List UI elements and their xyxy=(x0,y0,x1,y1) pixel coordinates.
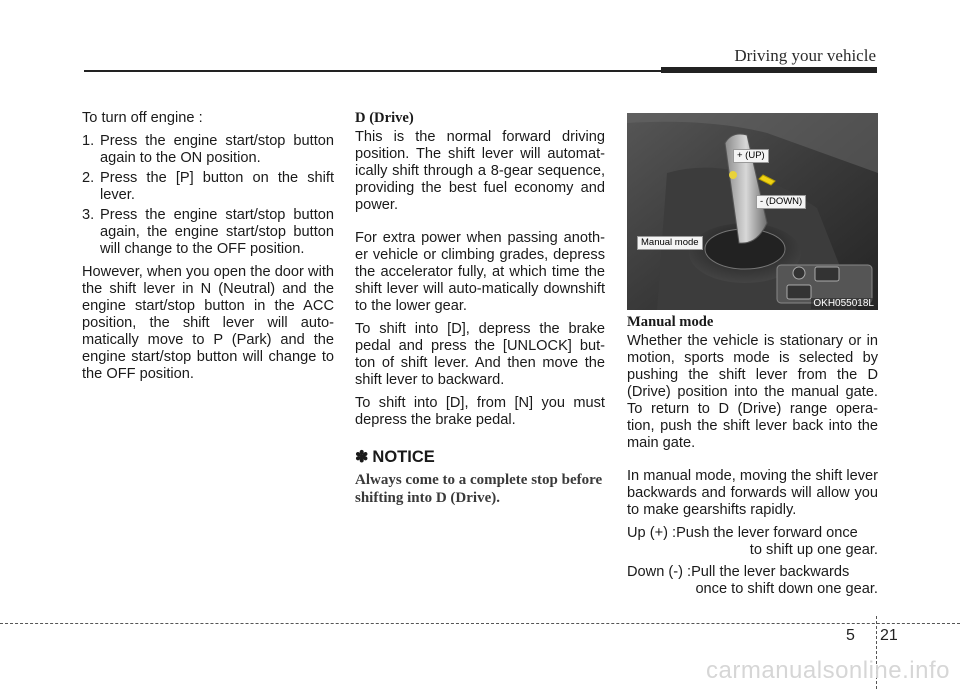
step-number: 3. xyxy=(82,207,95,223)
up-definition xyxy=(627,525,878,559)
section-title: Driving your vehicle xyxy=(734,46,876,65)
notice-text: Always come to a complete stop before shifting into D (Drive). xyxy=(355,472,603,506)
paragraph: For extra power when passing anoth-er vehicle or climbing grades, depress the accelerator fully, at which time the shift lever will auto-matically downshift to the lower gear. xyxy=(355,230,605,314)
label-up: + (UP) xyxy=(733,149,769,163)
up-desc-line: Push the lever forward once xyxy=(676,525,858,541)
header-rule xyxy=(84,70,661,72)
up-desc-line: to shift up one gear. xyxy=(749,542,878,558)
list-item xyxy=(82,133,334,167)
drive-mode-button-icon xyxy=(787,285,811,299)
parking-brake-button-icon xyxy=(793,267,805,279)
manual-mode-heading: Manual mode xyxy=(627,314,714,330)
header-rule-accent xyxy=(661,67,877,73)
down-desc-line: Pull the lever backwards xyxy=(691,564,850,580)
lever-indicator-light xyxy=(729,171,737,179)
down-definition xyxy=(627,564,878,598)
drive-heading: D (Drive) xyxy=(355,110,414,126)
shift-lever-illustration xyxy=(627,113,878,310)
column-1 xyxy=(82,110,334,389)
step-number: 2. xyxy=(82,170,95,186)
footer-rule xyxy=(0,623,960,624)
list-item xyxy=(82,170,334,204)
paragraph: This is the normal forward driving position. The shift lever will automat-ically shift through a 8-gear sequence, providing the best fuel economy and power. xyxy=(355,129,605,213)
up-term: Up (+) : xyxy=(627,525,677,541)
auto-hold-button-icon xyxy=(815,267,839,281)
down-description xyxy=(691,564,878,598)
intro-text: To turn off engine : xyxy=(82,110,203,126)
down-term: Down (-) : xyxy=(627,564,692,580)
step-text: Press the engine start/stop button again, the engine start/stop button will change to the OFF position. xyxy=(100,207,334,257)
up-description xyxy=(676,525,878,559)
column-3 xyxy=(627,314,878,603)
chapter-number: 5 xyxy=(846,627,855,644)
down-desc-line: once to shift down one gear. xyxy=(695,581,878,597)
column-2 xyxy=(355,110,605,507)
steps-list xyxy=(82,133,334,258)
shift-lever-figure xyxy=(627,113,878,310)
paragraph: In manual mode, moving the shift lever backwards and forwards will allow you to make gearshifts rapidly. xyxy=(627,468,878,518)
notice-title: NOTICE xyxy=(372,448,435,466)
figure-code: OKH055018L xyxy=(813,298,874,309)
step-text: Press the engine start/stop button again to the ON position. xyxy=(100,133,334,166)
label-down: - (DOWN) xyxy=(756,195,806,209)
step-text: Press the [P] button on the shift lever. xyxy=(100,170,334,203)
label-manual-mode: Manual mode xyxy=(637,236,703,250)
page-number: 21 xyxy=(880,627,898,644)
notice-heading xyxy=(355,449,605,466)
watermark: carmanualsonline.info xyxy=(706,657,950,684)
list-item xyxy=(82,207,334,258)
notice-star-icon: ✽ xyxy=(355,449,369,466)
paragraph: To shift into [D], depress the brake pedal and press the [UNLOCK] but-ton of shift lever. And then move the shift lever to backward. xyxy=(355,321,605,388)
paragraph: Whether the vehicle is stationary or in motion, sports mode is selected by pushing the shift lever from the D (Drive) position into the manual gate. To return to D (Drive) range opera-tion, push the shift lever back into the main gate. xyxy=(627,333,878,451)
step-number: 1. xyxy=(82,133,95,149)
paragraph: To shift into [D], from [N] you must depress the brake pedal. xyxy=(355,395,605,428)
paragraph: However, when you open the door with the shift lever in N (Neutral) and the engine start/stop button in the ACC position, the shift lever will auto-matically move to P (Park) and the engine start/stop button will change to the OFF position. xyxy=(82,264,334,382)
